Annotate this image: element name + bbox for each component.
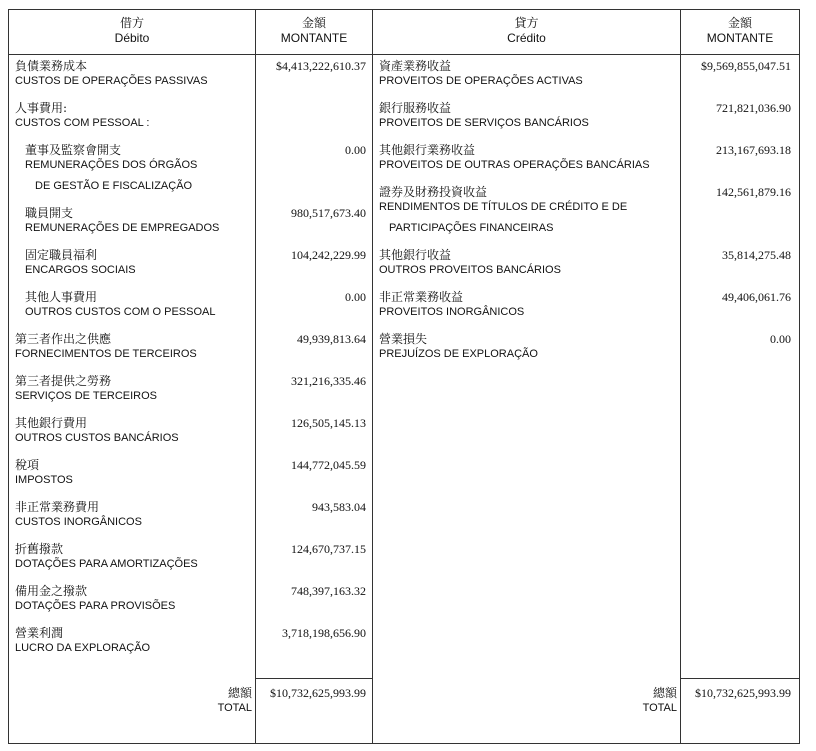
debit-row-label-pt: CUSTOS DE OPERAÇÕES PASSIVAS [15, 75, 208, 87]
debit-row-label-pt: FORNECIMENTOS DE TERCEIROS [15, 348, 197, 360]
debit-row-amount: 321,216,335.46 [291, 374, 366, 388]
balance-table [8, 9, 800, 744]
debit-total-label-zh: 總額 [227, 686, 252, 700]
debit-row-label-pt: OUTROS CUSTOS COM O PESSOAL [25, 306, 216, 318]
header-divider [9, 54, 799, 55]
credit-row-label-pt: RENDIMENTOS DE TÍTULOS DE CRÉDITO E DE [379, 201, 628, 213]
debit-row-label-pt: REMUNERAÇÕES DE EMPREGADOS [25, 222, 220, 234]
credit-row-amount: $9,569,855,047.51 [701, 59, 791, 73]
debit-row-label-zh: 人事費用: [15, 101, 68, 115]
debit-row-label-pt: SERVIÇOS DE TERCEIROS [15, 390, 158, 402]
credit-row-label-pt: PROVEITOS DE OPERAÇÕES ACTIVAS [379, 75, 583, 87]
debit-row-label-pt: IMPOSTOS [15, 474, 73, 486]
debit-row-label-zh: 第三者作出之供應 [15, 332, 112, 346]
header-debit-amount [256, 10, 372, 54]
credit-row-label-pt: PROVEITOS INORGÂNICOS [379, 306, 525, 318]
credit-row-label-zh: 非正常業務收益 [379, 290, 464, 304]
debit-total-label [159, 686, 252, 715]
debit-row-amount: 0.00 [345, 290, 366, 304]
header-debit-pt: Débito [114, 31, 150, 45]
debit-row-label-pt: ENCARGOS SOCIAIS [25, 264, 136, 276]
header-debit-zh: 借方 [119, 16, 144, 30]
debit-row-label-pt: REMUNERAÇÕES DOS ÓRGÃOS [25, 159, 198, 171]
debit-row-amount: 104,242,229.99 [291, 248, 366, 262]
header-amount-zh: 金額 [727, 16, 752, 30]
header-credit-pt: Crédito [507, 31, 546, 45]
debit-total-label-pt: TOTAL [217, 702, 252, 714]
header-credit-zh: 貸方 [514, 16, 539, 30]
header-amount-pt: MONTANTE [706, 31, 774, 45]
debit-row-amount: 144,772,045.59 [291, 458, 366, 472]
debit-row-amount: 980,517,673.40 [291, 206, 366, 220]
debit-row-label-zh: 折舊撥款 [15, 542, 64, 556]
debit-row-amount: 0.00 [345, 143, 366, 157]
debit-row-label-pt: CUSTOS COM PESSOAL : [15, 117, 150, 129]
credit-row-amount: 142,561,879.16 [716, 185, 791, 199]
credit-row-amount: 213,167,693.18 [716, 143, 791, 157]
credit-row-label-pt-cont: PARTICIPAÇÕES FINANCEIRAS [389, 222, 554, 234]
credit-row-amount: 35,814,275.48 [722, 248, 791, 262]
debit-row-label-zh: 非正常業務費用 [15, 500, 100, 514]
debit-row-label-zh: 職員開支 [25, 206, 74, 220]
debit-row-label-zh: 營業利潤 [15, 626, 64, 640]
debit-row-label-pt: CUSTOS INORGÂNICOS [15, 516, 142, 528]
column-divider [372, 10, 373, 743]
credit-row-amount: 0.00 [770, 332, 791, 346]
debit-row-label-pt: DOTAÇÕES PARA AMORTIZAÇÕES [15, 558, 198, 570]
credit-row-amount: 49,406,061.76 [722, 290, 791, 304]
debit-row-label-zh: 其他銀行費用 [15, 416, 88, 430]
credit-total-label [584, 686, 677, 715]
column-divider [255, 10, 256, 743]
debit-row-label-zh: 董事及監察會開支 [25, 143, 122, 157]
debit-row-amount: 124,670,737.15 [291, 542, 366, 556]
debit-total-amount: $10,732,625,993.99 [270, 686, 366, 700]
credit-row-label-pt: PROVEITOS DE SERVIÇOS BANCÁRIOS [379, 117, 589, 129]
debit-row-label-zh: 備用金之撥款 [15, 584, 88, 598]
header-credit-amount [681, 10, 799, 54]
header-credit [373, 10, 680, 54]
debit-row-label-pt: OUTROS CUSTOS BANCÁRIOS [15, 432, 179, 444]
debit-row-amount: $4,413,222,610.37 [276, 59, 366, 73]
debit-row-amount: 748,397,163.32 [291, 584, 366, 598]
credit-total-label-zh: 總額 [652, 686, 677, 700]
credit-row-label-zh: 證券及財務投資收益 [379, 185, 488, 199]
credit-row-label-zh: 資產業務收益 [379, 59, 452, 73]
debit-row-label-zh: 負債業務成本 [15, 59, 88, 73]
debit-row-amount: 943,583.04 [312, 500, 366, 514]
debit-row-label-zh: 其他人事費用 [25, 290, 98, 304]
debit-row-amount: 126,505,145.13 [291, 416, 366, 430]
header-amount-zh: 金額 [301, 16, 326, 30]
credit-row-label-zh: 營業損失 [379, 332, 428, 346]
credit-total-label-pt: TOTAL [642, 702, 677, 714]
credit-row-label-zh: 其他銀行業務收益 [379, 143, 476, 157]
header-amount-pt: MONTANTE [280, 31, 348, 45]
total-rule-credit [680, 678, 799, 679]
credit-total-amount: $10,732,625,993.99 [695, 686, 791, 700]
total-rule-debit [255, 678, 372, 679]
debit-row-label-pt: LUCRO DA EXPLORAÇÃO [15, 642, 151, 654]
header-debit [9, 10, 255, 54]
credit-row-amount: 721,821,036.90 [716, 101, 791, 115]
credit-row-label-zh: 銀行服務收益 [379, 101, 452, 115]
column-divider [680, 10, 681, 743]
debit-row-label-zh: 稅項 [15, 458, 40, 472]
debit-row-label-pt: DOTAÇÕES PARA PROVISÕES [15, 600, 176, 612]
credit-row-label-pt: PREJUÍZOS DE EXPLORAÇÃO [379, 348, 538, 360]
debit-row-amount: 3,718,198,656.90 [282, 626, 366, 640]
credit-row-label-pt: PROVEITOS DE OUTRAS OPERAÇÕES BANCÁRIAS [379, 159, 650, 171]
credit-row-label-zh: 其他銀行收益 [379, 248, 452, 262]
credit-row-label-pt: OUTROS PROVEITOS BANCÁRIOS [379, 264, 561, 276]
debit-row-label-zh: 第三者提供之勞務 [15, 374, 112, 388]
debit-row-label-pt-cont: DE GESTÃO E FISCALIZAÇÃO [35, 180, 193, 192]
debit-row-amount: 49,939,813.64 [297, 332, 366, 346]
debit-row-label-zh: 固定職員福利 [25, 248, 98, 262]
